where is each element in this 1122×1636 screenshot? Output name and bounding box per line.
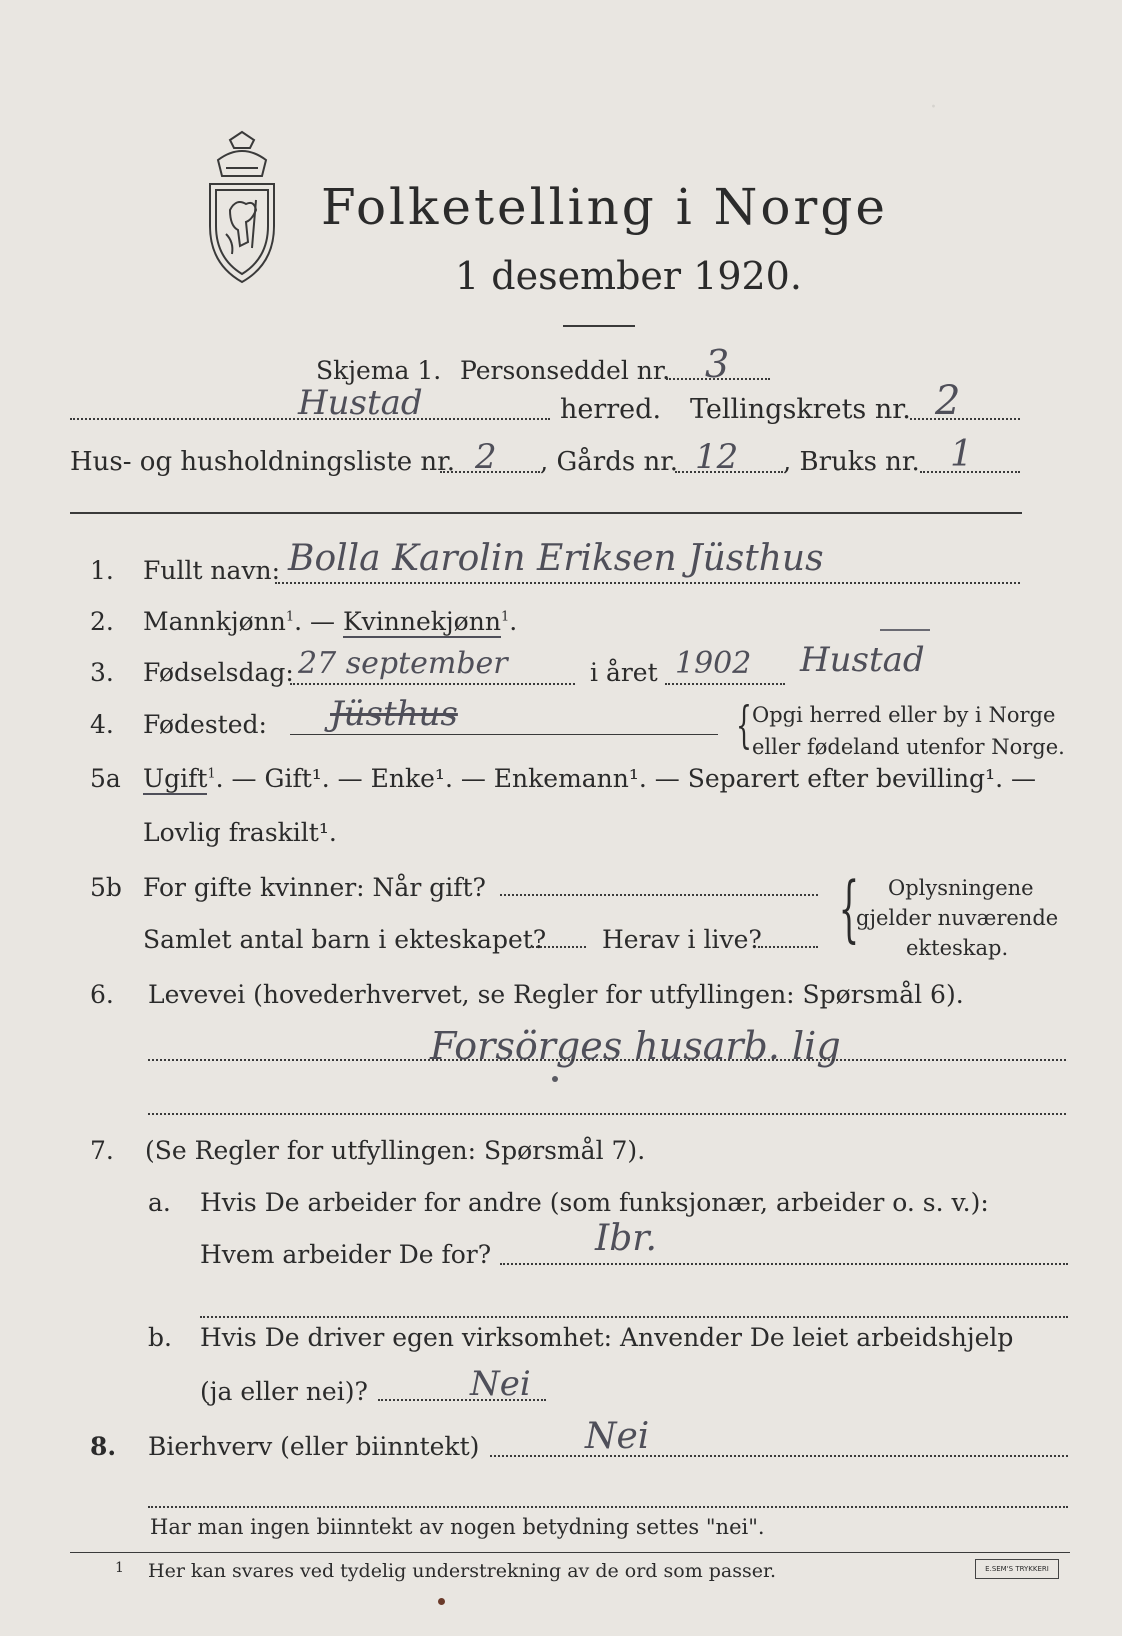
herred-value[interactable]: Hustad bbox=[298, 383, 423, 423]
q8-line bbox=[490, 1455, 1068, 1457]
q6-line1 bbox=[148, 1059, 1066, 1061]
q5a-ugift[interactable]: Ugift bbox=[143, 764, 208, 793]
q7a-line bbox=[500, 1263, 1068, 1265]
q3-place-value[interactable]: Hustad bbox=[800, 640, 925, 680]
q7a-letter: a. bbox=[148, 1188, 171, 1217]
q7b-letter: b. bbox=[148, 1323, 172, 1352]
q4-value[interactable]: Jüsthus bbox=[330, 694, 458, 734]
bruks-value[interactable]: 1 bbox=[950, 434, 973, 475]
q5a-line2[interactable]: Lovlig fraskilt¹. bbox=[143, 818, 337, 847]
q2-female[interactable]: Kvinnekjønn bbox=[342, 607, 501, 636]
q5b-herav-line bbox=[758, 946, 818, 948]
q5a-rest: . — Gift¹. — Enke¹. — Enkemann¹. — Separert efter bevilling¹. — bbox=[215, 764, 1036, 793]
q2-options: Mannkjønn$^1$. — Kvinnekjønn$^1$. bbox=[143, 607, 518, 636]
q5b-number: 5b bbox=[90, 873, 122, 902]
bruks-label: , Bruks nr. bbox=[783, 447, 920, 477]
q3-date-value[interactable]: 27 september bbox=[298, 646, 508, 681]
q8-value[interactable]: Nei bbox=[585, 1416, 650, 1457]
q3-year-value[interactable]: 1902 bbox=[675, 646, 752, 681]
q5b-note-line3: ekteskap. bbox=[906, 936, 1009, 960]
q5b-herav: Herav i live? bbox=[602, 925, 762, 954]
q7b-value[interactable]: Nei bbox=[470, 1364, 531, 1404]
q5b-barn-line bbox=[532, 946, 586, 948]
q5b-note-line2: gjelder nuværende bbox=[856, 906, 1059, 930]
tellingskrets-label: Tellingskrets nr. bbox=[690, 394, 911, 425]
q6-number: 6. bbox=[90, 980, 114, 1009]
gards-value[interactable]: 12 bbox=[695, 437, 739, 477]
q5a-options: Ugift$^1$. — Gift¹. — Enke¹. — Enkemann¹. — Separert efter bevilling¹. — bbox=[143, 764, 1036, 793]
personseddel-label: Personseddel nr. bbox=[460, 356, 671, 385]
q8-label: Bierhverv (eller biinntekt) bbox=[148, 1432, 480, 1461]
q2-male[interactable]: Mannkjønn bbox=[143, 607, 286, 636]
husholdning-value[interactable]: 2 bbox=[475, 437, 497, 477]
q5b-line2: Samlet antal barn i ekteskapet? bbox=[143, 925, 547, 954]
footnote-mark: 1 bbox=[115, 1560, 124, 1576]
q5b-gift-line bbox=[500, 894, 818, 896]
tellingskrets-line bbox=[910, 418, 1020, 420]
census-form: · Folketelling i Norge 1 desember 1920. Skjema 1. Personseddel nr. 3 Hustad herred. Tellingskrets nr. 2 Hus- og husholdningsliste nr. 2 , Gårds nr. 12 , Bruks nr. 1 1. Fullt navn: Bolla Karolin Eriksen Jüsthus 2. Mannkjønn$^1$. — Kvinnekjønn$^1$. 3. Fødselsdag: 27 september i året 1902 Hustad 4. Fødested: Jüsthus { Opgi herred eller by i Norge eller fødeland utenfor Norge. 5a Ugift$^1$. — Gift¹. — Enke¹. — Enkemann¹. — Separert efter bevilling¹. — Lovlig fraskilt¹. 5b For gifte kvinner: Når gift? Samlet antal barn i ekteskapet? Herav i live? { Oplysningene gjelder nuværende ekteskap. 6. Levevei (hovederhvervet, se Regler for utfyllingen: Spørsmål 6). Forsörges husarb. lig 7. (Se Regler for utfyllingen: Spørsmål 7). a. Hvis De arbeider for andre (som funksjonær, arbeider o. s. v.): Hvem arbeider De for? Ibr. b. Hvis De driver egen virksomhet: Anvender De leiet arbeidshjelp (ja eller nei)? Nei 8. Bierhverv (eller biinntekt) Nei Har man ingen biinntekt av nogen betydning settes "nei". 1 Her kan svares ved tydelig understrekning av de ord som passer. E.SEM'S TRYKKERI bbox=[0, 0, 1122, 1636]
tellingskrets-value[interactable]: 2 bbox=[935, 378, 961, 424]
census-date: 1 desember 1920. bbox=[455, 254, 802, 298]
q1-label: Fullt navn: bbox=[143, 556, 281, 585]
q3-date-line bbox=[290, 683, 575, 685]
herred-label: herred. bbox=[560, 394, 662, 425]
q6-label: Levevei (hovederhvervet, se Regler for utfyllingen: Spørsmål 6). bbox=[148, 980, 964, 1009]
q7b-line1: Hvis De driver egen virksomhet: Anvender De leiet arbeidshjelp bbox=[200, 1323, 1014, 1352]
q4-label: Fødested: bbox=[143, 710, 267, 739]
q5b-line1: For gifte kvinner: Når gift? bbox=[143, 873, 486, 902]
gender-dash-mark bbox=[880, 629, 930, 631]
footer-divider bbox=[70, 1552, 1070, 1553]
q8-extra-line bbox=[148, 1506, 1068, 1508]
ink-dot bbox=[438, 1598, 445, 1605]
q8-number: 8. bbox=[90, 1432, 117, 1461]
q5b-note-line1: Oplysningene bbox=[888, 876, 1034, 900]
q3-label: Fødselsdag: bbox=[143, 658, 294, 687]
q7a-line2: Hvem arbeider De for? bbox=[200, 1240, 492, 1269]
norwegian-coat-of-arms-icon bbox=[196, 130, 288, 290]
q4-number: 4. bbox=[90, 710, 114, 739]
personseddel-value[interactable]: 3 bbox=[705, 342, 730, 386]
q5b-brace: { bbox=[838, 866, 860, 950]
q2-end: . bbox=[509, 607, 518, 636]
q4-note-line2: eller fødeland utenfor Norge. bbox=[752, 735, 1065, 759]
q2-number: 2. bbox=[90, 607, 114, 636]
q4-line bbox=[290, 734, 718, 735]
q7a-value[interactable]: Ibr. bbox=[595, 1218, 657, 1259]
ink-dot-2 bbox=[552, 1076, 558, 1082]
skjema-label: Skjema 1. bbox=[316, 356, 442, 385]
q6-value[interactable]: Forsörges husarb. lig bbox=[430, 1024, 841, 1068]
q7a-extra-line bbox=[200, 1316, 1068, 1318]
q3-number: 3. bbox=[90, 658, 114, 687]
form-title: Folketelling i Norge bbox=[321, 178, 888, 236]
q4-brace: { bbox=[735, 696, 752, 754]
q3-year-line bbox=[665, 683, 785, 685]
footnote-text: Her kan svares ved tydelig understrekning av de ord som passer. bbox=[148, 1560, 777, 1582]
q3-year-label: i året bbox=[590, 658, 658, 687]
section-divider bbox=[70, 512, 1022, 514]
q7a-line1: Hvis De arbeider for andre (som funksjonær, arbeider o. s. v.): bbox=[200, 1188, 989, 1217]
title-divider bbox=[563, 325, 635, 327]
q5a-number: 5a bbox=[90, 764, 121, 793]
gards-label: , Gårds nr. bbox=[540, 447, 679, 477]
q1-value[interactable]: Bolla Karolin Eriksen Jüsthus bbox=[288, 538, 824, 579]
q7-number: 7. bbox=[90, 1136, 114, 1165]
q1-number: 1. bbox=[90, 556, 114, 585]
q6-line2 bbox=[148, 1113, 1066, 1115]
q7-label: (Se Regler for utfyllingen: Spørsmål 7). bbox=[145, 1136, 646, 1165]
footer-note: Har man ingen biinntekt av nogen betydning settes "nei". bbox=[150, 1515, 765, 1539]
q7b-line2: (ja eller nei)? bbox=[200, 1377, 368, 1406]
printer-stamp: E.SEM'S TRYKKERI bbox=[975, 1559, 1059, 1579]
q4-note-line1: Opgi herred eller by i Norge bbox=[752, 703, 1056, 727]
husholdning-label: Hus- og husholdningsliste nr. bbox=[70, 447, 456, 477]
q1-line bbox=[275, 582, 1020, 584]
q2-dash: . — bbox=[294, 607, 343, 636]
